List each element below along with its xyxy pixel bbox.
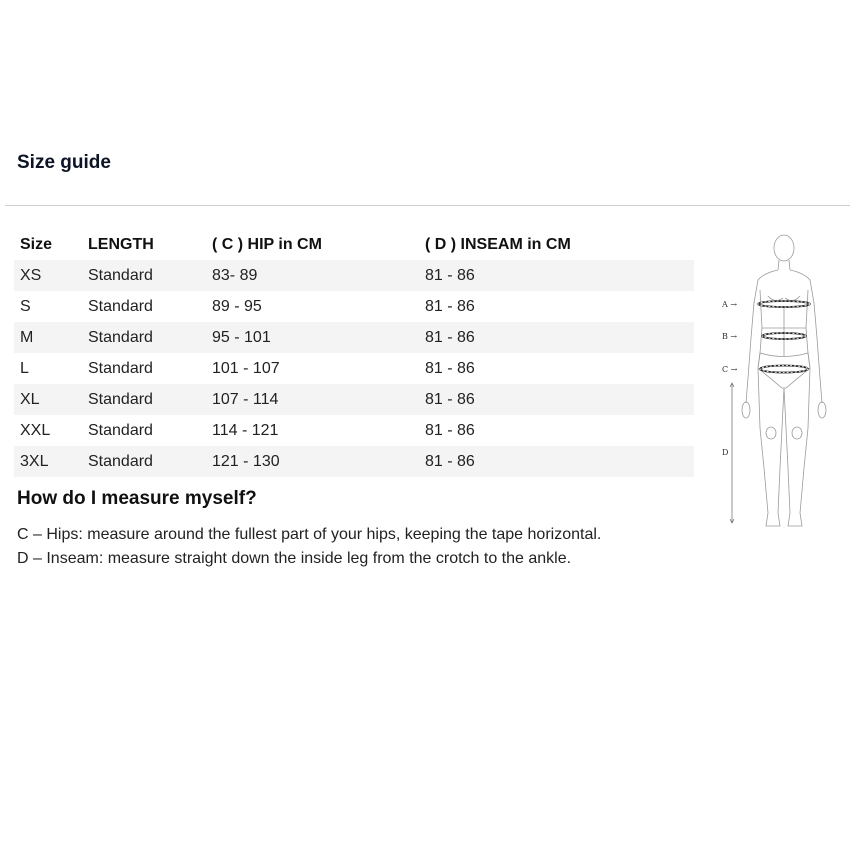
cell-hip: 101 - 107 bbox=[212, 359, 280, 377]
cell-length: Standard bbox=[88, 359, 153, 377]
cell-length: Standard bbox=[82, 322, 206, 353]
header-inseam: ( D ) INSEAM in CM bbox=[425, 236, 571, 253]
cell-hip: 83- 89 bbox=[206, 260, 419, 291]
cell-inseam: 81 - 86 bbox=[425, 359, 475, 377]
body-outline bbox=[742, 235, 826, 526]
table-header-row bbox=[14, 230, 694, 260]
header-length: LENGTH bbox=[88, 236, 154, 253]
table-row bbox=[14, 291, 694, 322]
cell-length: Standard bbox=[82, 446, 206, 477]
hips-instruction: C – Hips: measure around the fullest part of your hips, keeping the tape horizontal. bbox=[17, 526, 602, 543]
cell-inseam: 81 - 86 bbox=[425, 297, 475, 315]
table-row bbox=[14, 415, 694, 446]
cell-size: 3XL bbox=[14, 446, 82, 477]
measure-heading: How do I measure myself? bbox=[17, 488, 257, 509]
label-b: B → bbox=[722, 332, 738, 341]
cell-size: XS bbox=[14, 260, 82, 291]
cell-hip: 107 - 114 bbox=[206, 384, 419, 415]
label-d: D bbox=[722, 448, 729, 457]
cell-length: Standard bbox=[88, 421, 153, 439]
cell-length: Standard bbox=[82, 260, 206, 291]
cell-hip: 114 - 121 bbox=[212, 421, 279, 439]
table-row bbox=[14, 353, 694, 384]
inseam-line bbox=[730, 383, 734, 523]
table-row bbox=[14, 384, 694, 415]
cell-inseam: 81 - 86 bbox=[419, 384, 694, 415]
table-row bbox=[14, 260, 694, 291]
table-row bbox=[14, 446, 694, 477]
cell-hip: 95 - 101 bbox=[206, 322, 419, 353]
cell-length: Standard bbox=[82, 384, 206, 415]
header-hip: ( C ) HIP in CM bbox=[212, 236, 322, 253]
cell-size: M bbox=[14, 322, 82, 353]
header-size: Size bbox=[20, 236, 53, 253]
body-measurement-figure bbox=[720, 228, 836, 538]
cell-length: Standard bbox=[88, 297, 153, 315]
cell-inseam: 81 - 86 bbox=[419, 446, 694, 477]
title-divider bbox=[5, 205, 850, 206]
cell-inseam: 81 - 86 bbox=[425, 421, 475, 439]
cell-size: L bbox=[20, 359, 29, 377]
cell-hip: 89 - 95 bbox=[212, 297, 262, 315]
label-c: C → bbox=[722, 365, 738, 374]
cell-size: S bbox=[20, 297, 31, 315]
table-row bbox=[14, 322, 694, 353]
cell-hip: 121 - 130 bbox=[206, 446, 419, 477]
page-title: Size guide bbox=[17, 152, 111, 173]
cell-inseam: 81 - 86 bbox=[419, 322, 694, 353]
cell-size: XXL bbox=[20, 421, 51, 439]
cell-size: XL bbox=[14, 384, 82, 415]
size-table bbox=[14, 230, 694, 477]
label-a: A → bbox=[722, 300, 738, 309]
cell-inseam: 81 - 86 bbox=[419, 260, 694, 291]
inseam-instruction: D – Inseam: measure straight down the inside leg from the crotch to the ankle. bbox=[17, 550, 572, 567]
